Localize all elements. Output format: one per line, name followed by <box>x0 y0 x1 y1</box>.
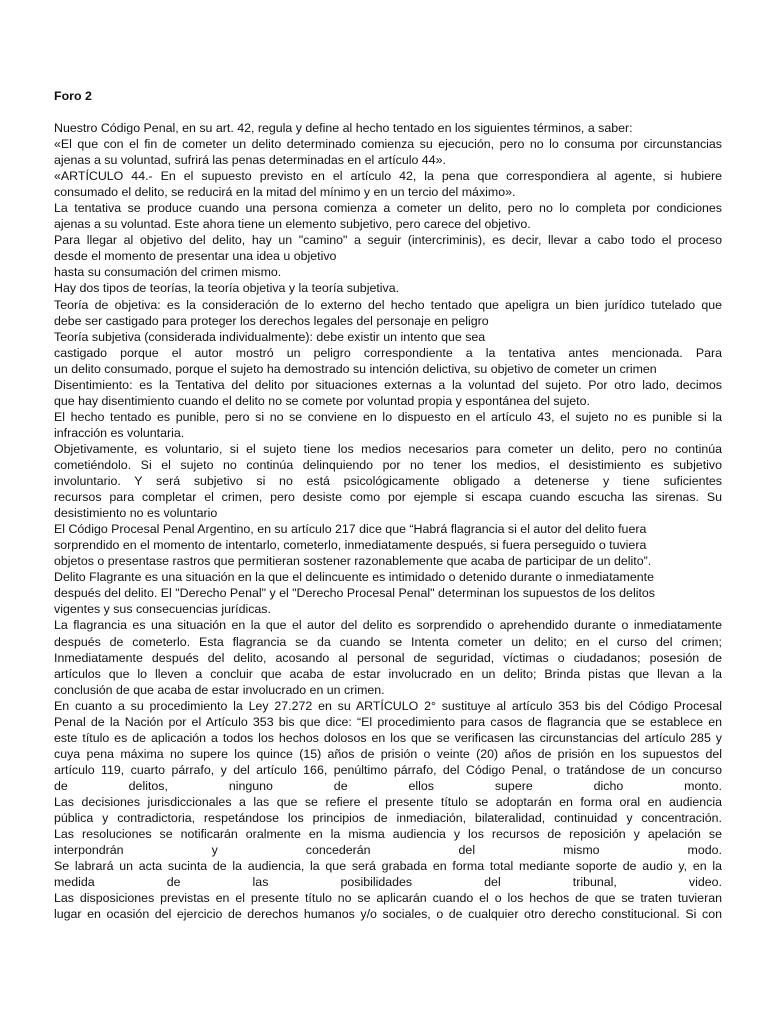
text-line: La flagrancia es una situación en la que el autor del delito es sorprendido o aprehendido durante o inmediatamente <box>54 618 722 633</box>
text-line: pública y contradictoria, respetándose los principios de inmediación, bilateralidad, continuidad y concentración. <box>54 811 722 826</box>
text-line: después de cometerlo. Esta flagrancia se da cuando se Intenta cometer un delito; en el curso del crimen; <box>54 634 722 649</box>
text-line: artículo 119, cuarto párrafo, y del artículo 166, penúltimo párrafo, del Código Penal, o tratándose de un concurso <box>54 762 722 777</box>
text-line: «ARTÍCULO 44.- En el supuesto previsto en el artículo 42, la pena que correspondiera al agente, si hubiere <box>54 169 722 184</box>
text-line: después del delito. El "Derecho Penal" y el "Derecho Procesal Penal" determinan los supuestos de los delitos <box>54 586 655 601</box>
text-line: cometiéndolo. Si el sujeto no continúa delinquiendo por no tener los medios, el desistimiento es subjetivo <box>54 457 722 472</box>
text-line: este título es de aplicación a todos los hechos dolosos en los que se verificasen las circunstancias del artículo 285 y <box>54 730 722 745</box>
text-line: cuya pena máxima no supere los quince (15) años de prisión o veinte (20) años de prisión en los supuestos del <box>54 746 722 761</box>
text-line: Inmediatamente después del delito, acosando al personal de seguridad, víctimas o ciudadanos; posesión de <box>54 650 722 665</box>
text-line: Nuestro Código Penal, en su art. 42, regula y define al hecho tentado en los siguientes términos, a saber: <box>54 121 633 135</box>
text-line: El Código Procesal Penal Argentino, en su artículo 217 dice que “Habrá flagrancia si el autor del delito fuera <box>54 522 647 537</box>
text-line: Delito Flagrante es una situación en la que el delincuente es intimidado o detenido durante o inmediatamente <box>54 570 654 585</box>
text-line: Penal de la Nación por el Artículo 353 bis que dice: “El procedimiento para casos de flagrancia que se establece en <box>54 714 722 729</box>
text-line: debe ser castigado para proteger los derechos legales del personaje en peligro <box>54 313 489 328</box>
text-line: infracción es voluntaria. <box>54 425 185 440</box>
text-line: Las resoluciones se notificarán oralmente en la misma audiencia y los recursos de reposición y apelación se <box>54 827 722 842</box>
text-line: lugar en ocasión del ejercicio de derechos humanos y/o sociales, o de cualquier otro derecho constitucional. Si con <box>54 907 722 922</box>
text-line: «El que con el fin de cometer un delito determinado comienza su ejecución, pero no lo consuma por circunstancias <box>54 137 722 152</box>
document-body <box>54 120 722 922</box>
text-line: de delitos, ninguno de ellos supere dicho monto. <box>54 778 722 793</box>
text-line: Teoría de objetiva: es la consideración de lo externo del hecho tentado que apeligra un bien jurídico tutelado que <box>54 297 722 312</box>
text-line: Hay dos tipos de teorías, la teoría objetiva y la teoría subjetiva. <box>54 281 400 296</box>
text-line: desistimiento no es voluntario <box>54 506 218 521</box>
text-line: desde el momento de presentar una idea u objetivo <box>54 249 337 264</box>
text-line: ajenas a su voluntad. Este ahora tiene un elemento subjetivo, pero carece del objetivo. <box>54 217 531 232</box>
text-line: Se labrará un acta sucinta de la audiencia, la que será grabada en forma total mediante soporte de audio y, en la <box>54 859 722 874</box>
text-line: medida de las posibilidades del tribunal, video. <box>54 875 722 890</box>
text-line: sorprendido en el momento de intentarlo, cometerlo, inmediatamente después, si fuera perseguido o tuviera <box>54 538 647 553</box>
text-line: Teoría subjetiva (considerada individualmente): debe existir un intento que sea <box>54 329 486 344</box>
text-line: artículos que lo lleven a concluir que acaba de estar involucrado en un delito; Brinda pistas que llevan a la <box>54 666 722 681</box>
text-line: El hecho tentado es punible, pero si no se conviene en lo dispuesto en el artículo 43, el sujeto no es punible si la <box>54 409 722 424</box>
text-line: que hay disentimiento cuando el delito no se comete por voluntad propia y espontánea del sujeto. <box>54 393 590 408</box>
text-line: Objetivamente, es voluntario, si el sujeto tiene los medios necesarios para cometer un delito, pero no continúa <box>54 441 722 456</box>
text-line: involuntario. Y será subjetivo si no está psicológicamente obligado a detenerse y tiene suficientes <box>54 474 722 489</box>
document-title: Foro 2 <box>54 89 92 103</box>
text-line: interpondrán y concederán del mismo modo. <box>54 843 722 858</box>
text-line: castigado porque el autor mostró un peligro correspondiente a la tentativa antes mencionada. Para <box>54 345 722 360</box>
document-page <box>54 88 722 922</box>
text-line: Las decisiones jurisdiccionales a las que se refiere el presente título se adoptarán en forma oral en audiencia <box>54 794 722 809</box>
text-line: Las disposiciones previstas en el presente título no se aplicarán cuando el o los hechos de que se traten tuvieran <box>54 891 722 906</box>
text-line: En cuanto a su procedimiento la Ley 27.272 en su ARTÍCULO 2° sustituye al artículo 353 bis del Código Procesal <box>54 698 722 713</box>
text-line: objetos o presentase rastros que permitieran sostener razonablemente que acaba de participar de un delito”. <box>54 554 652 569</box>
text-line: vigentes y sus consecuencias jurídicas. <box>54 602 271 617</box>
text-line: ajenas a su voluntad, sufrirá las penas determinadas en el artículo 44». <box>54 153 446 168</box>
text-line: consumado el delito, se reducirá en la mitad del mínimo y en un tercio del máximo». <box>54 185 516 200</box>
text-line: recursos para completar el crimen, pero desiste como por ejemple si escapa cuando escucha las sirenas. Su <box>54 490 722 505</box>
text-line: un delito consumado, porque el sujeto ha demostrado su intención delictiva, su objetivo de cometer un crimen <box>54 361 657 376</box>
text-line: Disentimiento: es la Tentativa del delito por situaciones externas a la voluntad del sujeto. Por otro lado, decimos <box>54 377 722 392</box>
text-line: conclusión de que acaba de estar involucrado en un crimen. <box>54 682 385 697</box>
text-line: Para llegar al objetivo del delito, hay un "camino" a seguir (intercriminis), es decir, llevar a cabo todo el proceso <box>54 233 722 248</box>
text-line: La tentativa se produce cuando una persona comienza a cometer un delito, pero no lo completa por condiciones <box>54 201 722 216</box>
text-line: hasta su consumación del crimen mismo. <box>54 265 282 280</box>
